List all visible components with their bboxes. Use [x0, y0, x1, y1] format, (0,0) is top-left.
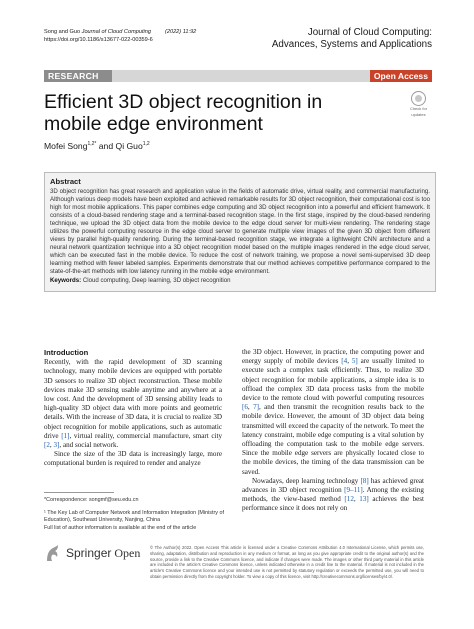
author-info-note: Full list of author information is available at the end of the article	[44, 525, 197, 531]
keywords-list: Cloud computing, Deep learning, 3D object recognition	[82, 277, 231, 284]
check-for-updates-icon	[411, 91, 426, 106]
journal-name	[272, 27, 432, 50]
research-label: RESEARCH	[44, 70, 112, 82]
body-text: Nowadays, deep learning technology	[252, 476, 361, 485]
abstract-body: 3D object recognition has great research and application value in the fields of automatic drive, virtual reality, and commercial manufacturing. Although various deep models have been exploited and achieved remarkable results for 3D object recognition, their computational cost is too high for most mobile applications. This paper combines edge computing and 3D object recognition into a powerful and efficient framework. It consists of a cloud-based rendering stage and a terminal-based recognition stage. In the first stage, inspired by the cloud-based rendering technique, we upload the 3D object data from the mobile device to the edge cloud server for multi-view rendering. The rendering stage utilizes the powerful computing resource in the edge cloud server to generate multiple view images of the given 3D object from different views by parallel high-quality rendering. During the terminal-based recognition stage, we integrate a lightweight CNN architecture and a neural network quantization technique into a 3D object recognition model based on the multiple images rendered in the edge cloud server, which can be executed fast in the mobile device. To reduce the cost of network training, we propose a novel semi-supervised 3D deep learning method with fewer labeled samples. Experiments demonstrate that our method achieves competitive performance compared to the state-of-the-art methods with low latency running in the mobile edge environment.	[50, 188, 430, 275]
open-access-badge[interactable]: Open Access	[370, 70, 432, 82]
publisher-name: Springer	[66, 546, 112, 560]
citation-link[interactable]: 13]	[359, 495, 369, 504]
citation-link[interactable]: [8]	[360, 476, 369, 485]
citation-link[interactable]: [12	[344, 495, 354, 504]
check-for-updates-badge[interactable]	[405, 91, 432, 117]
citation-link[interactable]: [1]	[61, 431, 70, 440]
body-text: ,	[49, 441, 54, 450]
springer-horse-icon	[44, 544, 61, 563]
section-heading: Introduction	[44, 348, 89, 357]
citation-link[interactable]: [2	[44, 441, 50, 450]
springer-open-logo[interactable]	[44, 544, 140, 563]
body-text: , virtual reality, commercial manufacture, smart city	[69, 431, 222, 440]
abstract-heading: Abstract	[50, 177, 81, 186]
header-authors: Song and Guo	[44, 29, 81, 35]
header-year-issue: (2022) 11:92	[164, 29, 197, 35]
body-text: ,	[353, 495, 360, 504]
correspondence-note[interactable]: *Correspondence: songmf@seu.edu.cn	[44, 497, 139, 503]
body-text: Recently, with the rapid development of 3D scanning technology, many mobile devices are equipped with portable 3D sensors to realize 3D object reconstruction. These mobile devices make 3D sensing usable anytime and anywhere at a low cost. And the development of 3D sensing ability leads to high-quality 3D object data with more points and geometric details. With the increase of 3D data, it is crucial to realize 3D object recognition for mobile applications, such as automatic drive	[44, 358, 222, 440]
citation-link[interactable]: 5]	[351, 357, 358, 366]
body-text: the 3D object. However, in practice, the computing power and energy supply of mobile devices	[242, 348, 424, 366]
badge-line1: Check for	[409, 106, 428, 111]
badge-line2: updates	[411, 111, 426, 117]
author-affiliation-mark: 1,2	[142, 141, 150, 148]
body-paragraph	[44, 358, 222, 450]
affiliation-note: ¹ The Key Lab of Computer Network and Information Integration (Ministry of Education), Southeast University, Nanjing, China	[44, 510, 224, 523]
body-text: has achieved great advances in 3D object recognition	[242, 476, 424, 495]
intro-right-column	[242, 348, 424, 514]
journal-name-line1: Journal of Cloud Computing:	[307, 27, 432, 38]
body-paragraph	[242, 348, 424, 477]
author-list	[44, 141, 150, 151]
publisher-suffix: Open	[111, 546, 141, 560]
running-header	[44, 29, 196, 44]
body-text: achieves the best performance since it does not rely on	[242, 495, 425, 513]
keywords-line	[50, 277, 430, 285]
citation-link[interactable]: [4	[341, 357, 348, 366]
body-text: , and then transmit the recognition results back to the mobile device. However, the amount of 3D object data being transmitted will exceed the capacity of the network. To meet the latency constraint, mobile edge computing is a vital solution by offloading the computation task to the mobile edge servers. Since the mobile edge servers are physically located close to the mobile devices, the timing of the data transmission can be saved.	[242, 403, 424, 476]
body-text: , and social network.	[59, 441, 119, 450]
abstract-box	[44, 172, 436, 292]
author-name[interactable]: Qi Guo	[115, 141, 143, 151]
intro-left-column	[44, 348, 222, 469]
citation-link[interactable]: 7]	[253, 403, 259, 412]
body-text: . Among the existing methods, the view-based method	[242, 486, 424, 504]
body-text: are usually limited to execute such a complex task efficiently. Thus, to realize 3D object recognition for mobile applications, a simple idea is to offload the complex 3D data process tasks from the mobile device to the remote cloud with powerful computing resources	[242, 357, 425, 403]
citation-link[interactable]: [9–11]	[344, 486, 363, 495]
citation-link[interactable]: [6	[242, 403, 248, 412]
author-name[interactable]: Mofei Song	[44, 141, 88, 151]
journal-name-line2: Advances, Systems and Applications	[271, 38, 432, 50]
body-paragraph: Since the size of the 3D data is increasingly large, more computational burden is required to render and analyze	[44, 450, 222, 468]
keywords-label: Keywords:	[50, 277, 82, 284]
header-citation-line	[44, 29, 196, 37]
header-journal: Journal of Cloud Computing	[81, 29, 151, 35]
springer-open-wordmark	[66, 546, 140, 561]
license-statement: © The Author(s) 2022. Open Access This article is licensed under a Creative Commons Attribution 4.0 International License, which permits use, sharing, adaptation, distribution and reproduction in any medium or format, as long as you give appropriate credit to the original author(s) and the source, provide a link to the Creative Commons licence, and indicate if changes were made. The images or other third party material in this article are included in the article's Creative Commons licence, unless indicated otherwise in a credit line to the material. If material is not included in the article's Creative Commons licence and your intended use is not permitted by statutory regulation or exceeds the permitted use, you will need to obtain permission directly from the copyright holder. To view a copy of this licence, visit http://creativecommons.org/licenses/by/4.0/.	[150, 545, 424, 579]
body-paragraph	[242, 477, 424, 514]
article-title: Efficient 3D object recognition in mobile edge environment	[44, 91, 323, 135]
author-separator: and	[96, 141, 116, 151]
body-text: ,	[347, 357, 352, 366]
header-doi[interactable]: https://doi.org/10.1186/s13677-022-00359-6	[44, 36, 153, 43]
citation-link[interactable]: 3]	[53, 441, 60, 450]
body-text: ,	[247, 403, 254, 412]
footnote-divider	[44, 492, 114, 493]
author-affiliation-mark: 1,2*	[87, 141, 97, 148]
